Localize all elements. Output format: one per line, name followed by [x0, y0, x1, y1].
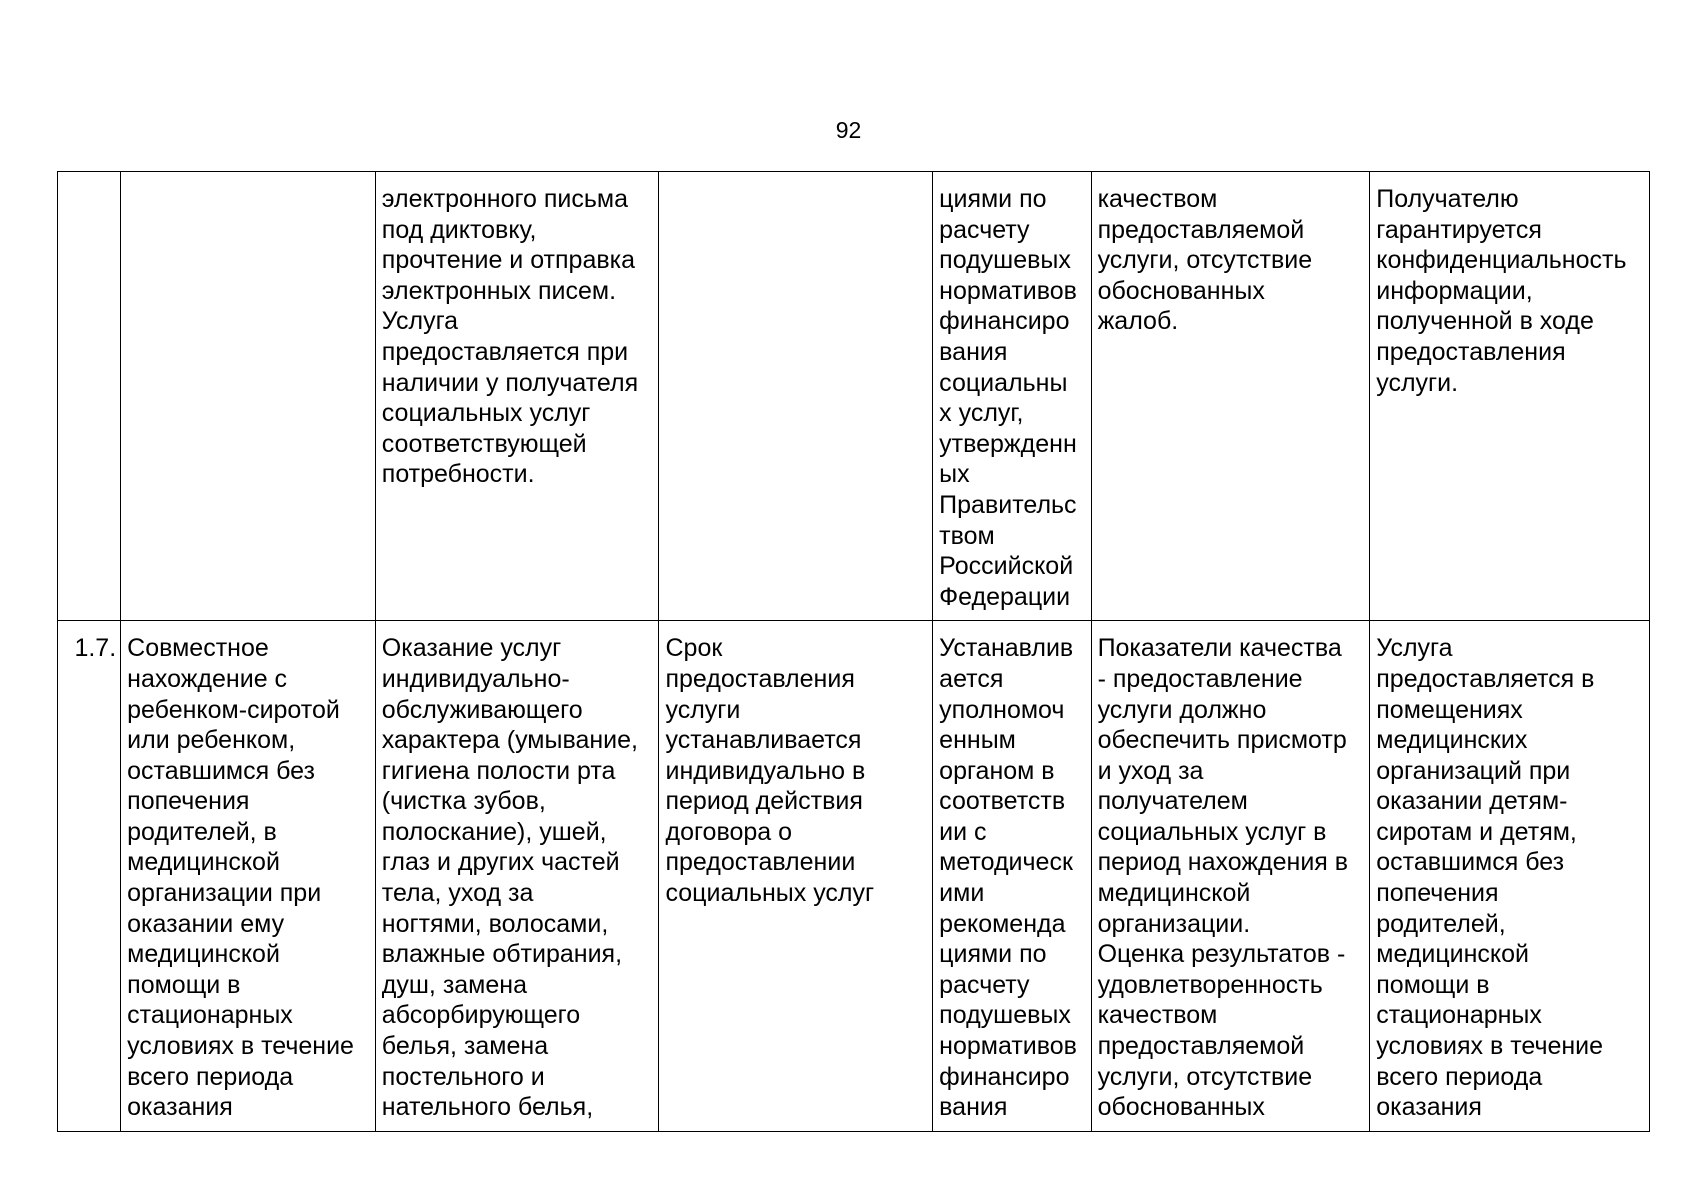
- cell-service-norm: Устанавлив ается уполномоч енным органом в соответств ии с методическ ими рекоменда циями по расчету подушевых нормативов финансиро вания: [933, 621, 1091, 1132]
- cell-number: 1.7.: [58, 621, 121, 1132]
- cell-conditions: Услуга предоставляется в помещениях медицинских организаций при оказании детям- сиротам и детям, оставшимся без попечения родителей, медицинской помощи в стационарных условиях в течение всего периода оказания: [1370, 621, 1650, 1132]
- cell-service-norm: циями по расчету подушевых нормативов финансиро вания социальны х услуг, утвержденн ых Правительс твом Российской Федерации: [933, 172, 1091, 621]
- table-row: [58, 621, 1650, 1132]
- cell-service-term: Срок предоставления услуги устанавливается индивидуально в период действия договора о предоставлении социальных услуг: [659, 621, 933, 1132]
- services-table: [57, 171, 1650, 1132]
- cell-quality-indicators: качеством предоставляемой услуги, отсутствие обоснованных жалоб.: [1091, 172, 1370, 621]
- page-number: 92: [835, 117, 862, 143]
- cell-conditions: Получателю гарантируется конфиденциальность информации, полученной в ходе предоставления услуги.: [1370, 172, 1650, 621]
- cell-service-description: Оказание услуг индивидуально- обслуживающего характера (умывание, гигиена полости рта (чистка зубов, полоскание), ушей, глаз и других частей тела, уход за ногтями, волосами, влажные обтирания, душ, замена абсорбирующего белья, замена постельного и нательного белья,: [375, 621, 659, 1132]
- cell-service-name: [121, 172, 376, 621]
- table-row: [58, 172, 1650, 621]
- cell-service-term: [659, 172, 933, 621]
- cell-service-name: Совместное нахождение с ребенком-сиротой или ребенком, оставшимся без попечения родителей, в медицинской организации при оказании ему медицинской помощи в стационарных условиях в течение всего периода оказания: [121, 621, 376, 1132]
- cell-number: [58, 172, 121, 621]
- cell-service-description: электронного письма под диктовку, прочтение и отправка электронных писем. Услуга предоставляется при наличии у получателя социальных услуг соответствующей потребности.: [375, 172, 659, 621]
- cell-quality-indicators: Показатели качества - предоставление услуги должно обеспечить присмотр и уход за получателем социальных услуг в период нахождения в медицинской организации. Оценка результатов - удовлетворенность качеством предоставляемой услуги, отсутствие обоснованных: [1091, 621, 1370, 1132]
